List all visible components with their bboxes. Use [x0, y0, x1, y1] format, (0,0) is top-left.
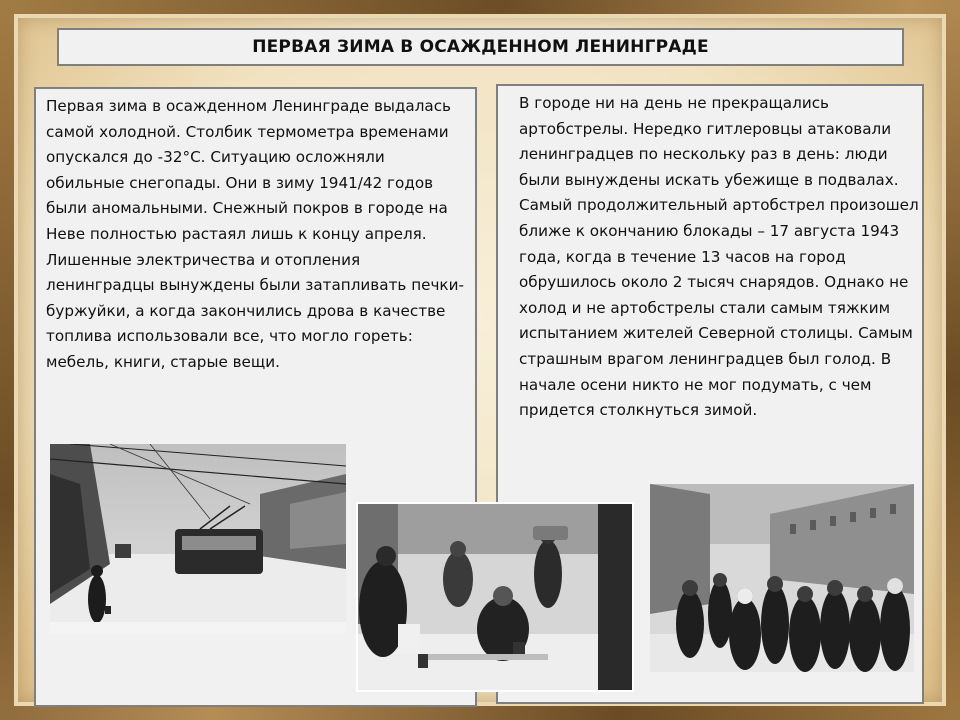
photo-snowy-street-trolleybus	[50, 444, 346, 634]
left-panel-text: Первая зима в осажденном Ленинграде выдалась самой холодной. Столбик термометра временами опускался до -32°С. Ситуацию осложняли обильные снегопады. Они в зиму 1941/42 годов были аномальными. Снежный покров в городе на Неве полностью растаял лишь к концу апреля. Лишенные электричества и отопления ленинградцы вынуждены были затапливать печки-буржуйки, а когда закончились дрова в качестве топлива использовали все, что могло гореть: мебель, книги, старые вещи.	[46, 97, 464, 371]
right-panel-text: В городе ни на день не прекращались артобстрелы. Нередко гитлеровцы атаковали ленинградцев по нескольку раз в день: люди были вынуждены искать убежище в подвалах. Самый продолжительный артобстрел произошел ближе к окончанию блокады – 17 августа 1943 года, когда в течение 13 часов на город обрушилось около 2 тысяч снарядов. Однако не холод и не артобстрелы стали самым тяжким испытанием жителей Северной столицы. Самым страшным врагом ленинградцев был голод. В начале осени никто не мог подумать, с чем придется столкнуться зимой.	[519, 94, 919, 420]
title-banner	[57, 28, 904, 66]
photo-people-collecting-water	[356, 502, 634, 692]
photo-crowd-on-street	[650, 484, 914, 672]
page-title: ПЕРВАЯ ЗИМА В ОСАЖДЕННОМ ЛЕНИНГРАДЕ	[252, 37, 709, 57]
